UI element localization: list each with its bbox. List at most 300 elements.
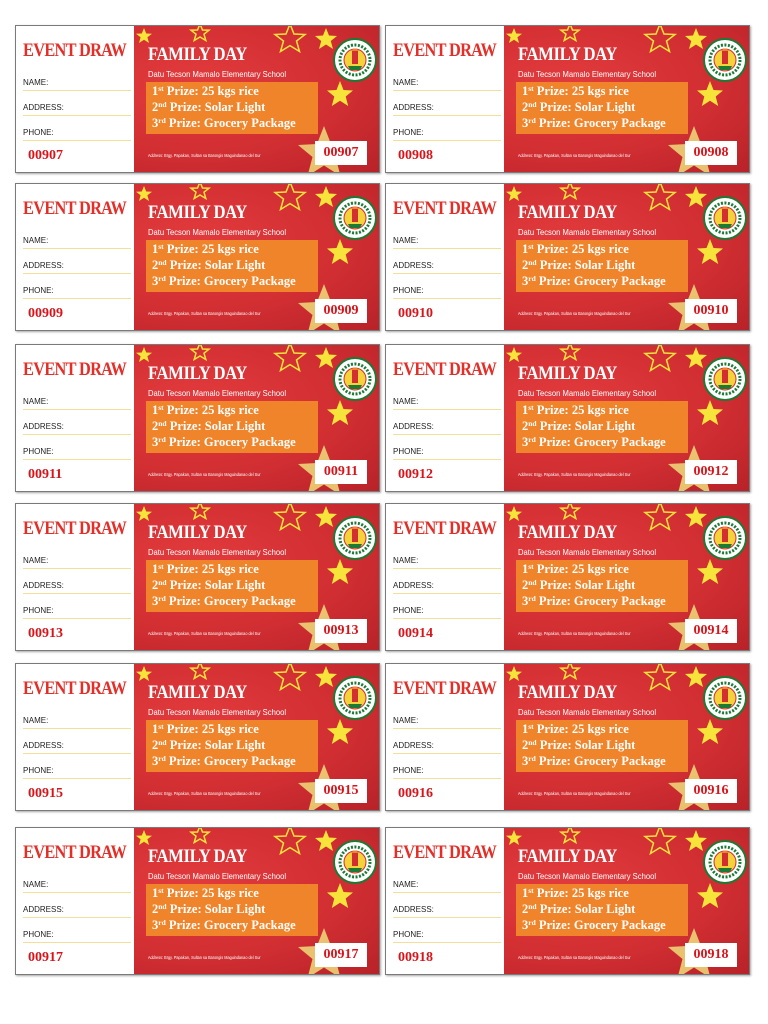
ticket-number: 00911 (323, 464, 359, 479)
event-draw-label: EVENT DRAW (393, 842, 497, 863)
prize-1: 1st Prize: 25 kgs rice (152, 886, 259, 900)
address-line (393, 273, 501, 274)
raffle-ticket (15, 827, 380, 975)
school-name: Datu Tecson Mamalo Elementary School (518, 547, 657, 557)
address-line (393, 593, 501, 594)
name-line (393, 892, 501, 893)
prize-list (516, 401, 688, 453)
ticket-stub (386, 828, 504, 974)
school-seal-icon (703, 516, 747, 560)
event-draw-label: EVENT DRAW (393, 40, 497, 61)
phone-label: PHONE: (23, 766, 54, 775)
phone-line (393, 140, 501, 141)
ticket-number-box (315, 141, 367, 165)
star-outline-icon (645, 26, 675, 52)
ticket-stub (386, 664, 504, 810)
prize-3: 3rd Prize: Grocery Package (522, 594, 666, 608)
ticket-main (134, 345, 379, 491)
phone-line (23, 942, 131, 943)
star-icon (327, 400, 353, 425)
prize-1: 1st Prize: 25 kgs rice (522, 242, 629, 256)
prize-2: 2nd Prize: Solar Light (522, 258, 636, 272)
event-title: FAMILY DAY (148, 202, 247, 223)
ticket-number-box (315, 779, 367, 803)
phone-label: PHONE: (23, 447, 54, 456)
venue-address: Address: Brgy. Papakan, Sultan sa Barongis Maguindanao del Sur (148, 631, 261, 636)
phone-line (23, 298, 131, 299)
school-seal-icon (333, 840, 377, 884)
ticket-stub (386, 504, 504, 650)
name-line (393, 728, 501, 729)
phone-line (23, 140, 131, 141)
ticket-stub (16, 345, 134, 491)
star-icon (697, 81, 723, 106)
event-title: FAMILY DAY (148, 682, 247, 703)
prize-2: 2nd Prize: Solar Light (152, 578, 266, 592)
star-outline-icon (561, 504, 579, 519)
ticket-main (134, 26, 379, 172)
prize-1: 1st Prize: 25 kgs rice (522, 886, 629, 900)
name-line (393, 409, 501, 410)
phone-line (23, 459, 131, 460)
event-draw-label: EVENT DRAW (23, 40, 127, 61)
phone-label: PHONE: (23, 286, 54, 295)
stub-ticket-number: 00913 (28, 626, 63, 641)
event-draw-label: EVENT DRAW (393, 518, 497, 539)
ticket-number: 00918 (693, 947, 729, 962)
venue-address: Address: Brgy. Papakan, Sultan sa Barongis Maguindanao del Sur (148, 955, 261, 960)
prize-1: 1st Prize: 25 kgs rice (522, 562, 629, 576)
star-icon (697, 400, 723, 425)
prize-3: 3rd Prize: Grocery Package (152, 918, 296, 932)
prize-list (516, 82, 688, 134)
star-icon (697, 883, 723, 908)
school-name: Datu Tecson Mamalo Elementary School (518, 388, 657, 398)
raffle-ticket (15, 663, 380, 811)
event-title: FAMILY DAY (518, 202, 617, 223)
address-line (23, 434, 131, 435)
prize-list (146, 82, 318, 134)
ticket-number: 00917 (323, 947, 359, 962)
event-draw-label: EVENT DRAW (23, 359, 127, 380)
stub-ticket-number: 00908 (398, 148, 433, 163)
address-label: ADDRESS: (393, 581, 434, 590)
venue-address: Address: Brgy. Papakan, Sultan sa Barongis Maguindanao del Sur (148, 153, 261, 158)
ticket-number-box (315, 943, 367, 967)
star-outline-icon (191, 184, 209, 199)
prize-3: 3rd Prize: Grocery Package (522, 918, 666, 932)
phone-line (393, 942, 501, 943)
name-line (393, 90, 501, 91)
event-title: FAMILY DAY (518, 522, 617, 543)
raffle-ticket (385, 827, 750, 975)
school-name: Datu Tecson Mamalo Elementary School (148, 388, 287, 398)
address-line (23, 917, 131, 918)
star-icon (136, 666, 152, 681)
star-outline-icon (191, 828, 209, 843)
ticket-main (504, 345, 749, 491)
event-draw-label: EVENT DRAW (23, 678, 127, 699)
address-line (23, 115, 131, 116)
ticket-number: 00912 (693, 464, 729, 479)
ticket-number-box (685, 299, 737, 323)
prize-list (146, 720, 318, 772)
star-outline-icon (275, 828, 305, 854)
prize-1: 1st Prize: 25 kgs rice (152, 403, 259, 417)
phone-label: PHONE: (393, 286, 424, 295)
star-icon (506, 186, 522, 201)
venue-address: Address: Brgy. Papakan, Sultan sa Barongis Maguindanao del Sur (148, 472, 261, 477)
name-label: NAME: (393, 397, 419, 406)
phone-label: PHONE: (393, 128, 424, 137)
school-name: Datu Tecson Mamalo Elementary School (148, 547, 287, 557)
name-line (23, 409, 131, 410)
event-draw-label: EVENT DRAW (23, 518, 127, 539)
phone-label: PHONE: (393, 930, 424, 939)
name-line (23, 728, 131, 729)
ticket-main (134, 828, 379, 974)
phone-line (393, 618, 501, 619)
ticket-stub (16, 664, 134, 810)
prize-3: 3rd Prize: Grocery Package (152, 116, 296, 130)
prize-3: 3rd Prize: Grocery Package (152, 274, 296, 288)
star-outline-icon (275, 26, 305, 52)
stub-ticket-number: 00916 (398, 786, 433, 801)
star-icon (136, 28, 152, 43)
venue-address: Address: Brgy. Papakan, Sultan sa Barongis Maguindanao del Sur (148, 311, 261, 316)
ticket-main (504, 664, 749, 810)
star-icon (136, 506, 152, 521)
star-icon (136, 186, 152, 201)
prize-1: 1st Prize: 25 kgs rice (152, 242, 259, 256)
raffle-ticket (385, 183, 750, 331)
address-label: ADDRESS: (393, 422, 434, 431)
event-title: FAMILY DAY (148, 363, 247, 384)
name-line (23, 248, 131, 249)
ticket-stub (16, 184, 134, 330)
stub-ticket-number: 00914 (398, 626, 433, 641)
address-line (393, 753, 501, 754)
venue-address: Address: Brgy. Papakan, Sultan sa Barongis Maguindanao del Sur (148, 791, 261, 796)
school-seal-icon (703, 357, 747, 401)
ticket-number: 00915 (323, 783, 359, 798)
address-line (23, 593, 131, 594)
ticket-number: 00907 (323, 145, 359, 160)
event-title: FAMILY DAY (518, 846, 617, 867)
event-title: FAMILY DAY (148, 44, 247, 65)
address-label: ADDRESS: (23, 741, 64, 750)
event-draw-label: EVENT DRAW (393, 678, 497, 699)
ticket-number-box (685, 460, 737, 484)
school-seal-icon (703, 38, 747, 82)
ticket-stub (16, 828, 134, 974)
prize-list (146, 401, 318, 453)
star-outline-icon (561, 828, 579, 843)
star-outline-icon (645, 504, 675, 530)
ticket-stub (16, 504, 134, 650)
ticket-number: 00914 (693, 623, 729, 638)
address-line (393, 434, 501, 435)
prize-2: 2nd Prize: Solar Light (522, 738, 636, 752)
star-outline-icon (275, 184, 305, 210)
school-name: Datu Tecson Mamalo Elementary School (148, 871, 287, 881)
ticket-main (504, 184, 749, 330)
ticket-number-box (685, 619, 737, 643)
prize-2: 2nd Prize: Solar Light (522, 578, 636, 592)
school-name: Datu Tecson Mamalo Elementary School (518, 69, 657, 79)
venue-address: Address: Brgy. Papakan, Sultan sa Barongis Maguindanao del Sur (518, 955, 631, 960)
phone-line (393, 778, 501, 779)
phone-label: PHONE: (393, 447, 424, 456)
star-icon (506, 28, 522, 43)
school-name: Datu Tecson Mamalo Elementary School (518, 871, 657, 881)
name-label: NAME: (393, 556, 419, 565)
school-seal-icon (333, 357, 377, 401)
address-label: ADDRESS: (23, 103, 64, 112)
event-draw-label: EVENT DRAW (23, 198, 127, 219)
phone-line (393, 459, 501, 460)
venue-address: Address: Brgy. Papakan, Sultan sa Barongis Maguindanao del Sur (518, 153, 631, 158)
ticket-main (504, 26, 749, 172)
phone-line (23, 618, 131, 619)
prize-2: 2nd Prize: Solar Light (152, 419, 266, 433)
prize-3: 3rd Prize: Grocery Package (522, 274, 666, 288)
ticket-main (504, 828, 749, 974)
star-outline-icon (561, 664, 579, 679)
prize-2: 2nd Prize: Solar Light (152, 258, 266, 272)
star-outline-icon (561, 26, 579, 41)
prize-2: 2nd Prize: Solar Light (522, 902, 636, 916)
ticket-main (134, 504, 379, 650)
raffle-ticket (15, 344, 380, 492)
star-icon (327, 81, 353, 106)
name-label: NAME: (23, 880, 49, 889)
address-label: ADDRESS: (23, 261, 64, 270)
ticket-number: 00910 (693, 303, 729, 318)
event-title: FAMILY DAY (518, 363, 617, 384)
venue-address: Address: Brgy. Papakan, Sultan sa Barongis Maguindanao del Sur (518, 791, 631, 796)
address-label: ADDRESS: (23, 581, 64, 590)
school-seal-icon (703, 196, 747, 240)
prize-list (146, 884, 318, 936)
star-icon (697, 239, 723, 264)
school-name: Datu Tecson Mamalo Elementary School (148, 69, 287, 79)
prize-2: 2nd Prize: Solar Light (152, 738, 266, 752)
raffle-ticket (15, 183, 380, 331)
name-label: NAME: (23, 397, 49, 406)
event-title: FAMILY DAY (518, 44, 617, 65)
stub-ticket-number: 00917 (28, 950, 63, 965)
phone-label: PHONE: (393, 606, 424, 615)
ticket-number-box (315, 619, 367, 643)
name-label: NAME: (23, 556, 49, 565)
prize-list (516, 884, 688, 936)
phone-line (393, 298, 501, 299)
school-name: Datu Tecson Mamalo Elementary School (518, 227, 657, 237)
prize-1: 1st Prize: 25 kgs rice (152, 84, 259, 98)
school-name: Datu Tecson Mamalo Elementary School (148, 227, 287, 237)
school-seal-icon (703, 676, 747, 720)
stub-ticket-number: 00910 (398, 306, 433, 321)
raffle-ticket (385, 663, 750, 811)
star-icon (327, 719, 353, 744)
phone-label: PHONE: (23, 128, 54, 137)
school-seal-icon (333, 516, 377, 560)
address-line (393, 115, 501, 116)
prize-2: 2nd Prize: Solar Light (522, 100, 636, 114)
event-title: FAMILY DAY (518, 682, 617, 703)
raffle-ticket (385, 25, 750, 173)
ticket-stub (386, 345, 504, 491)
event-title: FAMILY DAY (148, 846, 247, 867)
prize-1: 1st Prize: 25 kgs rice (522, 722, 629, 736)
ticket-number: 00909 (323, 303, 359, 318)
star-outline-icon (275, 345, 305, 371)
ticket-main (504, 504, 749, 650)
raffle-ticket (385, 344, 750, 492)
stub-ticket-number: 00918 (398, 950, 433, 965)
name-label: NAME: (393, 78, 419, 87)
event-draw-label: EVENT DRAW (393, 198, 497, 219)
star-outline-icon (191, 345, 209, 360)
prize-1: 1st Prize: 25 kgs rice (522, 84, 629, 98)
prize-3: 3rd Prize: Grocery Package (152, 754, 296, 768)
phone-label: PHONE: (23, 930, 54, 939)
prize-list (516, 720, 688, 772)
star-outline-icon (561, 345, 579, 360)
phone-line (23, 778, 131, 779)
venue-address: Address: Brgy. Papakan, Sultan sa Barongis Maguindanao del Sur (518, 311, 631, 316)
star-icon (327, 559, 353, 584)
prize-1: 1st Prize: 25 kgs rice (152, 722, 259, 736)
prize-1: 1st Prize: 25 kgs rice (522, 403, 629, 417)
address-line (23, 273, 131, 274)
star-icon (506, 666, 522, 681)
star-outline-icon (645, 345, 675, 371)
star-outline-icon (645, 664, 675, 690)
ticket-main (134, 664, 379, 810)
address-label: ADDRESS: (393, 103, 434, 112)
prize-2: 2nd Prize: Solar Light (522, 419, 636, 433)
name-label: NAME: (393, 716, 419, 725)
star-icon (697, 719, 723, 744)
star-outline-icon (275, 664, 305, 690)
event-draw-label: EVENT DRAW (23, 842, 127, 863)
ticket-number-box (315, 460, 367, 484)
star-icon (506, 506, 522, 521)
ticket-number: 00916 (693, 783, 729, 798)
address-label: ADDRESS: (23, 905, 64, 914)
prize-list (516, 560, 688, 612)
name-label: NAME: (23, 716, 49, 725)
ticket-main (134, 184, 379, 330)
school-seal-icon (333, 676, 377, 720)
name-label: NAME: (23, 236, 49, 245)
event-title: FAMILY DAY (148, 522, 247, 543)
name-line (393, 248, 501, 249)
star-outline-icon (275, 504, 305, 530)
star-outline-icon (191, 504, 209, 519)
address-label: ADDRESS: (393, 905, 434, 914)
ticket-stub (386, 26, 504, 172)
name-line (393, 568, 501, 569)
star-icon (506, 830, 522, 845)
address-label: ADDRESS: (393, 741, 434, 750)
venue-address: Address: Brgy. Papakan, Sultan sa Barongis Maguindanao del Sur (518, 472, 631, 477)
name-label: NAME: (393, 236, 419, 245)
prize-3: 3rd Prize: Grocery Package (152, 594, 296, 608)
ticket-number-box (685, 943, 737, 967)
raffle-ticket (15, 25, 380, 173)
prize-3: 3rd Prize: Grocery Package (522, 116, 666, 130)
stub-ticket-number: 00911 (28, 467, 63, 482)
prize-2: 2nd Prize: Solar Light (152, 100, 266, 114)
school-seal-icon (333, 196, 377, 240)
address-label: ADDRESS: (393, 261, 434, 270)
address-line (393, 917, 501, 918)
prize-3: 3rd Prize: Grocery Package (522, 435, 666, 449)
ticket-stub (16, 26, 134, 172)
star-icon (327, 239, 353, 264)
school-name: Datu Tecson Mamalo Elementary School (518, 707, 657, 717)
star-outline-icon (561, 184, 579, 199)
address-label: ADDRESS: (23, 422, 64, 431)
raffle-ticket (385, 503, 750, 651)
school-seal-icon (703, 840, 747, 884)
ticket-number: 00913 (323, 623, 359, 638)
name-label: NAME: (393, 880, 419, 889)
phone-label: PHONE: (393, 766, 424, 775)
address-line (23, 753, 131, 754)
raffle-ticket (15, 503, 380, 651)
prize-2: 2nd Prize: Solar Light (152, 902, 266, 916)
name-line (23, 892, 131, 893)
star-icon (327, 883, 353, 908)
prize-3: 3rd Prize: Grocery Package (152, 435, 296, 449)
stub-ticket-number: 00915 (28, 786, 63, 801)
star-icon (136, 830, 152, 845)
stub-ticket-number: 00909 (28, 306, 63, 321)
prize-3: 3rd Prize: Grocery Package (522, 754, 666, 768)
ticket-number-box (685, 779, 737, 803)
ticket-stub (386, 184, 504, 330)
name-line (23, 90, 131, 91)
star-outline-icon (191, 664, 209, 679)
prize-list (146, 240, 318, 292)
star-outline-icon (191, 26, 209, 41)
phone-label: PHONE: (23, 606, 54, 615)
ticket-number-box (315, 299, 367, 323)
star-icon (697, 559, 723, 584)
star-outline-icon (645, 184, 675, 210)
school-name: Datu Tecson Mamalo Elementary School (148, 707, 287, 717)
prize-list (516, 240, 688, 292)
ticket-number: 00908 (693, 145, 729, 160)
stub-ticket-number: 00912 (398, 467, 433, 482)
star-icon (136, 347, 152, 362)
venue-address: Address: Brgy. Papakan, Sultan sa Barongis Maguindanao del Sur (518, 631, 631, 636)
stub-ticket-number: 00907 (28, 148, 63, 163)
prize-list (146, 560, 318, 612)
prize-1: 1st Prize: 25 kgs rice (152, 562, 259, 576)
event-draw-label: EVENT DRAW (393, 359, 497, 380)
name-line (23, 568, 131, 569)
star-icon (506, 347, 522, 362)
name-label: NAME: (23, 78, 49, 87)
ticket-number-box (685, 141, 737, 165)
school-seal-icon (333, 38, 377, 82)
star-outline-icon (645, 828, 675, 854)
